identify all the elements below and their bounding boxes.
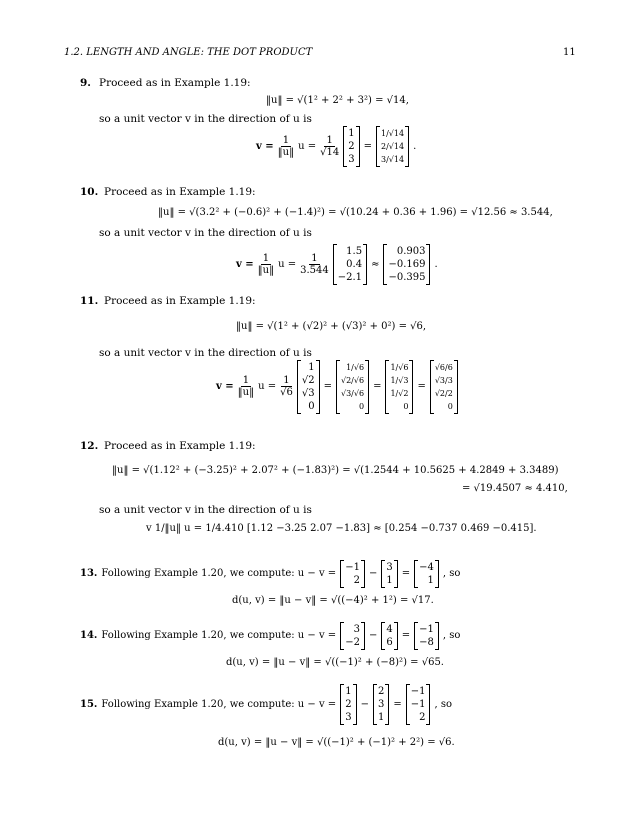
matrix-entry: −2.1 [337,272,363,283]
problem-number: 9. [80,77,91,89]
equation-middle: u = [258,381,277,392]
matrix-entry: 2 [348,141,355,152]
minus-sign: − [368,630,378,641]
matrix-entry: 0.4 [346,259,363,270]
matrix-entry: √2/√6 [340,376,365,385]
vector-u [340,684,356,725]
problem-number: 15. [80,698,98,710]
period: . [413,140,417,152]
matrix-entry: √3 [301,388,315,399]
equals-sign: = [323,381,332,392]
matrix-entry: 1 [377,712,385,723]
problem-text-tail: , so [442,630,461,641]
matrix-entry: 3 [345,712,352,723]
vector-v [373,684,389,725]
fraction [300,253,329,277]
problem-text-tail: , so [434,698,452,710]
unit-vector-intro: so a unit vector v in the direction of u is [99,347,312,359]
result-matrix-2 [385,360,413,414]
matrix-entry: −0.169 [388,259,426,270]
unit-vector-intro: so a unit vector v in the direction of u is [99,504,312,516]
matrix-entry: 1/√6 [390,363,409,372]
matrix-entry: √3/√6 [340,389,365,398]
matrix-entry: 1 [348,128,355,139]
matrix-entry: 0.903 [396,246,426,257]
matrix-entry: 1/√6 [346,363,365,372]
denominator: √14 [320,146,340,158]
equation-lhs: v = [236,258,254,270]
problem-intro: Proceed as in Example 1.19: [104,295,256,307]
problem-text: Following Example 1.20, we compute: u − v = [101,568,337,579]
matrix-entry: 2 [353,575,360,586]
problem-intro: Proceed as in Example 1.19: [99,77,251,89]
matrix-entry: √2 [301,375,315,386]
equation-lhs: v = [256,140,274,152]
numerator: 1 [262,252,270,264]
matrix-entry: 1 [308,362,315,373]
numerator: 1 [311,252,318,264]
denominator: ‖u‖ [277,146,295,158]
problem-text-tail: , so [442,568,461,579]
vector-difference [414,560,439,588]
denominator: ‖u‖ [237,387,255,398]
matrix-entry: −0.395 [388,272,426,283]
matrix-entry: 4 [386,624,393,635]
numerator: 1 [242,375,250,386]
fraction [238,375,254,399]
matrix-entry: 0 [308,401,315,412]
matrix-entry: 1 [386,575,393,586]
unit-vector-equation: v 1/‖u‖ u = 1/4.410 [1.12 −3.25 2.07 −1.83] ≈ [0.254 −0.737 0.469 −0.415]. [146,523,537,534]
problem-number: 10. [80,186,99,198]
fraction [280,375,293,399]
matrix-entry: −1 [419,624,434,635]
matrix-entry: 3 [353,624,360,635]
matrix-entry: 1/√3 [390,376,409,385]
equation-middle: u = [298,140,317,152]
problem-text: Following Example 1.20, we compute: u − v = [101,698,337,710]
running-header: 1.2. LENGTH AND ANGLE: THE DOT PRODUCT [64,47,313,58]
unit-vector-equation [236,244,438,285]
numerator: 1 [283,375,290,386]
matrix-entry: −1 [345,562,360,573]
vector-v [381,560,397,588]
minus-sign: − [368,568,378,579]
matrix-entry: −8 [419,637,434,648]
unit-vector-equation [256,126,416,167]
problem-number: 11. [80,295,99,307]
matrix-entry: 1/√2 [390,389,409,398]
page-number: 11 [563,47,576,58]
matrix-entry: 3 [348,154,355,165]
problem-text: Following Example 1.20, we compute: u − v = [101,630,337,641]
norm-equation: ‖u‖ = √(3.2² + (−0.6)² + (−1.4)²) = √(10.24 + 0.36 + 1.96) = √12.56 ≈ 3.544, [158,207,553,218]
vector-u [340,560,365,588]
vector-matrix [333,244,367,285]
norm-equation: ‖u‖ = √(1.12² + (−3.25)² + 2.07² + (−1.83)²) = √(1.2544 + 10.5625 + 4.2849 + 3.3489) [112,465,559,476]
result-matrix [383,244,430,285]
problem-intro: Proceed as in Example 1.19: [104,186,256,198]
result-matrix [376,126,409,167]
matrix-entry: 3 [386,562,393,573]
matrix-entry: 2/√14 [381,142,405,151]
numerator: 1 [282,134,290,146]
equals-sign: = [363,140,372,152]
equation-lhs: v = [216,381,234,392]
matrix-entry: 2 [419,712,426,723]
matrix-entry: 3 [377,699,385,710]
matrix-entry: −2 [345,637,360,648]
problem-number: 12. [80,440,99,452]
fraction [278,135,294,159]
matrix-entry: 1.5 [346,246,363,257]
norm-equation: ‖u‖ = √(1² + 2² + 3²) = √14, [266,95,409,106]
matrix-entry: 1 [345,686,352,697]
denominator: 3.544 [300,264,329,276]
equals-sign: = [393,698,402,710]
vector-matrix [343,126,359,167]
matrix-entry: 2 [345,699,352,710]
vector-difference [414,622,439,650]
vector-difference [406,684,431,725]
matrix-entry: −1 [410,699,426,710]
fraction [320,135,339,159]
equals-sign: = [417,381,426,392]
problem-number: 13. [80,568,98,579]
result-matrix-3 [430,360,458,414]
matrix-entry: 1 [427,575,434,586]
matrix-entry: 0 [403,402,409,411]
distance-equation: d(u, v) = ‖u − v‖ = √((−4)² + 1²) = √17. [232,595,434,606]
difference-equation [80,560,460,588]
unit-vector-intro: so a unit vector v in the direction of u is [99,113,312,125]
difference-equation [80,684,452,725]
minus-sign: − [360,698,369,710]
equation-middle: u = [278,258,297,270]
matrix-entry: −1 [410,686,426,697]
numerator: 1 [326,134,333,146]
matrix-entry: 6 [386,637,393,648]
matrix-entry: −4 [419,562,434,573]
approx-sign: ≈ [371,258,380,270]
vector-matrix [297,360,320,414]
matrix-entry: 0 [447,402,453,411]
vector-v [381,622,397,650]
unit-vector-equation [216,360,458,414]
denominator: ‖u‖ [257,264,275,276]
norm-equation-continued: = √19.4507 ≈ 4.410, [462,483,568,494]
matrix-entry: 0 [358,402,365,411]
equals-sign: = [401,630,411,641]
difference-equation [80,622,460,650]
equals-sign: = [373,381,382,392]
vector-u [340,622,365,650]
matrix-entry: 2 [377,686,385,697]
result-matrix-1 [336,360,369,414]
matrix-entry: √6/6 [434,363,453,372]
equals-sign: = [401,568,411,579]
problem-intro: Proceed as in Example 1.19: [104,440,256,452]
matrix-entry: 1/√14 [381,129,405,138]
denominator: √6 [280,387,293,398]
matrix-entry: 3/√14 [381,155,405,164]
matrix-entry: √2/2 [434,389,453,398]
matrix-entry: √3/3 [434,376,453,385]
distance-equation: d(u, v) = ‖u − v‖ = √((−1)² + (−8)²) = √65. [226,657,444,668]
period: . [434,258,438,270]
norm-equation: ‖u‖ = √(1² + (√2)² + (√3)² + 0²) = √6, [236,321,427,332]
distance-equation: d(u, v) = ‖u − v‖ = √((−1)² + (−1)² + 2²) = √6. [218,737,455,748]
unit-vector-intro: so a unit vector v in the direction of u is [99,227,312,239]
problem-number: 14. [80,630,98,641]
fraction [258,253,274,277]
